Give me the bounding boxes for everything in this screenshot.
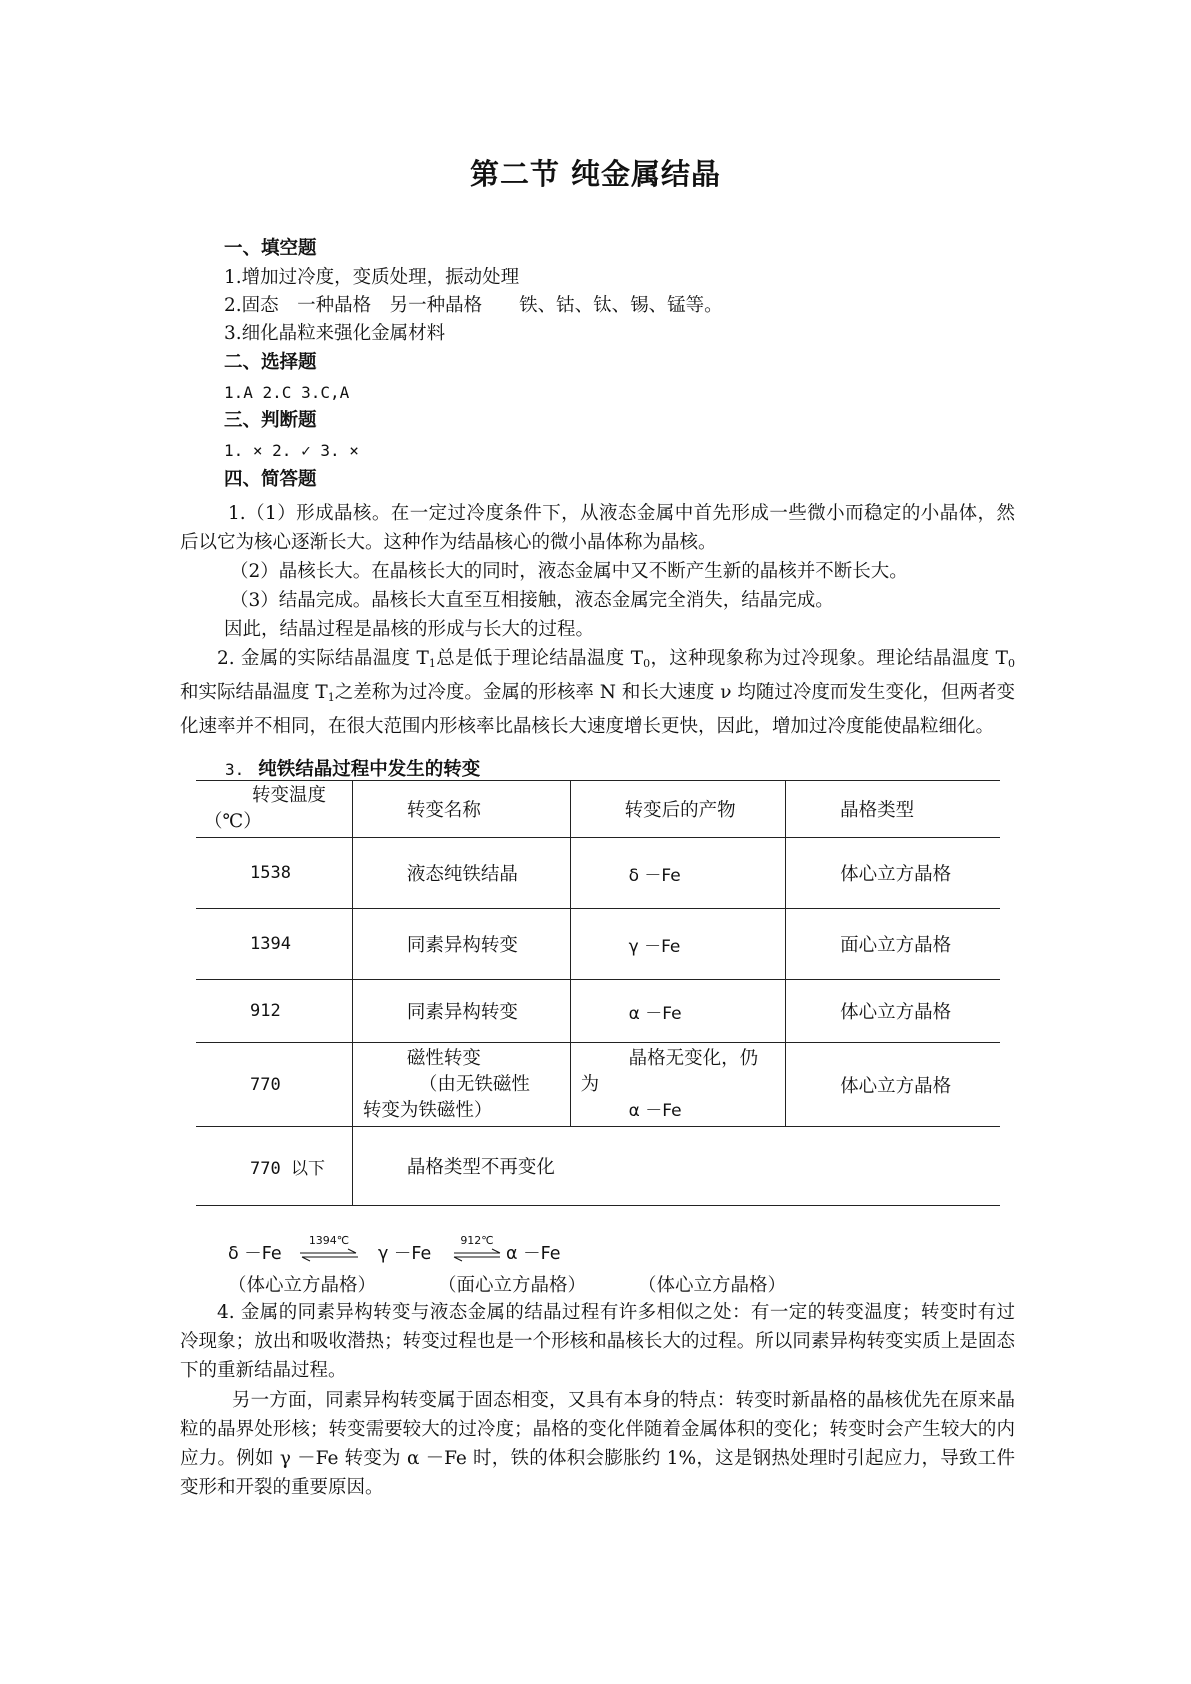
table-row bbox=[196, 980, 1000, 1043]
table-row bbox=[196, 909, 1000, 980]
table-row bbox=[196, 838, 1000, 909]
section-heading-true-false: 三、判断题 bbox=[224, 410, 317, 431]
cell-temperature: 770 bbox=[196, 1043, 352, 1127]
cell-transformation-name: 晶格类型不再变化 bbox=[352, 1127, 1000, 1206]
table-header-row bbox=[196, 781, 1000, 838]
cell-lattice-type: 面心立方晶格 bbox=[786, 909, 1000, 980]
cell-product: 晶格无变化，仍 为 α －Fe bbox=[570, 1043, 786, 1127]
cell-temperature: 770 以下 bbox=[196, 1127, 352, 1206]
true-false-answers: 1. × 2. ✓ 3. × bbox=[224, 441, 359, 460]
arrow-label-912: 912℃ bbox=[460, 1234, 494, 1247]
cell-temperature: 1538 bbox=[196, 838, 352, 909]
fill-in-answer-1: 1.增加过冷度，变质处理，振动处理 bbox=[224, 267, 520, 288]
fill-in-answer-2: 2.固态 一种晶格 另一种晶格 铁、钴、钛、锡、锰等。 bbox=[224, 295, 723, 316]
page-title: 第二节 纯金属结晶 bbox=[469, 157, 722, 191]
label-bcc-delta: （体心立方晶格） bbox=[228, 1275, 377, 1296]
answer-1-paragraph-4: 因此，结晶过程是晶核的形成与长大的过程。 bbox=[224, 619, 595, 640]
answer-4-paragraph-2: 另一方面，同素异构转变属于固态相变，又具有本身的特点：转变时新晶格的晶核优先在原来晶粒的晶界处形核；转变需要较大的过冷度；晶格的变化伴随着金属体积的变化；转变时会产生较大的内应力。例如 γ －Fe 转变为 α －Fe 时，铁的体积会膨胀约 1%，这是钢热处理时引起应力，导致工件变形和开裂的重要原因。 bbox=[180, 1390, 1015, 1498]
table-caption-text: 纯铁结晶过程中发生的转变 bbox=[258, 759, 481, 780]
section-heading-fill-in: 一、填空题 bbox=[224, 238, 317, 259]
answer-4-paragraph-1: 4. 金属的同素异构转变与液态金属的结晶过程有许多相似之处：有一定的转变温度；转变时有过冷现象；放出和吸收潜热；转变过程也是一个形核和晶核长大的过程。所以同素异构转变实质上是固态下的重新结晶过程。 bbox=[180, 1302, 1015, 1381]
header-lattice-type: 晶格类型 bbox=[786, 781, 1000, 838]
cell-temperature: 912 bbox=[196, 980, 352, 1043]
reversible-arrow-912 bbox=[452, 1236, 502, 1266]
multiple-choice-answers: 1.A 2.C 3.C,A bbox=[224, 383, 350, 402]
label-fcc-gamma: （面心立方晶格） bbox=[438, 1275, 587, 1296]
table-caption bbox=[225, 755, 480, 781]
cell-lattice-type: 体心立方晶格 bbox=[786, 1043, 1000, 1127]
answer-1-paragraph-1: 1.（1）形成晶核。在一定过冷度条件下，从液态金属中首先形成一些微小而稳定的小晶体，然后以它为核心逐渐长大。这种作为结晶核心的微小晶体称为晶核。 bbox=[180, 503, 1015, 553]
cell-product: α －Fe bbox=[570, 980, 786, 1043]
cell-transformation-name: 同素异构转变 bbox=[352, 980, 570, 1043]
section-heading-short-answer: 四、简答题 bbox=[224, 469, 317, 490]
iron-transformation-table bbox=[196, 780, 1000, 1206]
table-row bbox=[196, 1043, 1000, 1127]
arrow-label-1394: 1394℃ bbox=[308, 1234, 350, 1247]
cell-lattice-type: 体心立方晶格 bbox=[786, 980, 1000, 1043]
answer-1-paragraph-2: （2）晶核长大。在晶核长大的同时，液态金属中又不断产生新的晶核并不断长大。 bbox=[230, 561, 908, 582]
phase-gamma-fe: γ －Fe bbox=[378, 1244, 432, 1264]
table-row bbox=[196, 1127, 1000, 1206]
table-caption-number: 3. bbox=[225, 760, 245, 779]
fill-in-answer-3: 3.细化晶粒来强化金属材料 bbox=[224, 323, 446, 344]
header-temperature: 转变温度 （℃） bbox=[196, 781, 352, 838]
label-bcc-alpha: （体心立方晶格） bbox=[638, 1275, 787, 1296]
cell-transformation-name: 同素异构转变 bbox=[352, 909, 570, 980]
cell-transformation-name: 液态纯铁结晶 bbox=[352, 838, 570, 909]
cell-product: δ －Fe bbox=[570, 838, 786, 909]
phase-alpha-fe: α －Fe bbox=[506, 1244, 561, 1264]
cell-transformation-name: 磁性转变 （由无铁磁性 转变为铁磁性） bbox=[352, 1043, 570, 1127]
reversible-arrow-1394 bbox=[298, 1236, 360, 1266]
phase-delta-fe: δ －Fe bbox=[228, 1244, 282, 1264]
section-heading-multiple-choice: 二、选择题 bbox=[224, 352, 317, 373]
cell-temperature: 1394 bbox=[196, 909, 352, 980]
cell-product: γ －Fe bbox=[570, 909, 786, 980]
answer-2-paragraph: 2. 金属的实际结晶温度 $T_1$总是低于理论结晶温度 $T_0$，这种现象称为过冷现象。理论结晶温度 $T_0$和实际结晶温度 $T_1$之差称为过冷度。金属的形核率 N 和长大速度 ν 均随过冷度而发生变化，但两者变化速率并不相同，在很大范围内形核率比晶核长大速度增长更快，因此，增加过冷度能使晶粒细化。 bbox=[180, 648, 1015, 737]
answer-1-paragraph-3: （3）结晶完成。晶核长大直至互相接触，液态金属完全消失，结晶完成。 bbox=[230, 590, 834, 611]
cell-lattice-type: 体心立方晶格 bbox=[786, 838, 1000, 909]
header-product: 转变后的产物 bbox=[570, 781, 786, 838]
header-transformation-name: 转变名称 bbox=[352, 781, 570, 838]
